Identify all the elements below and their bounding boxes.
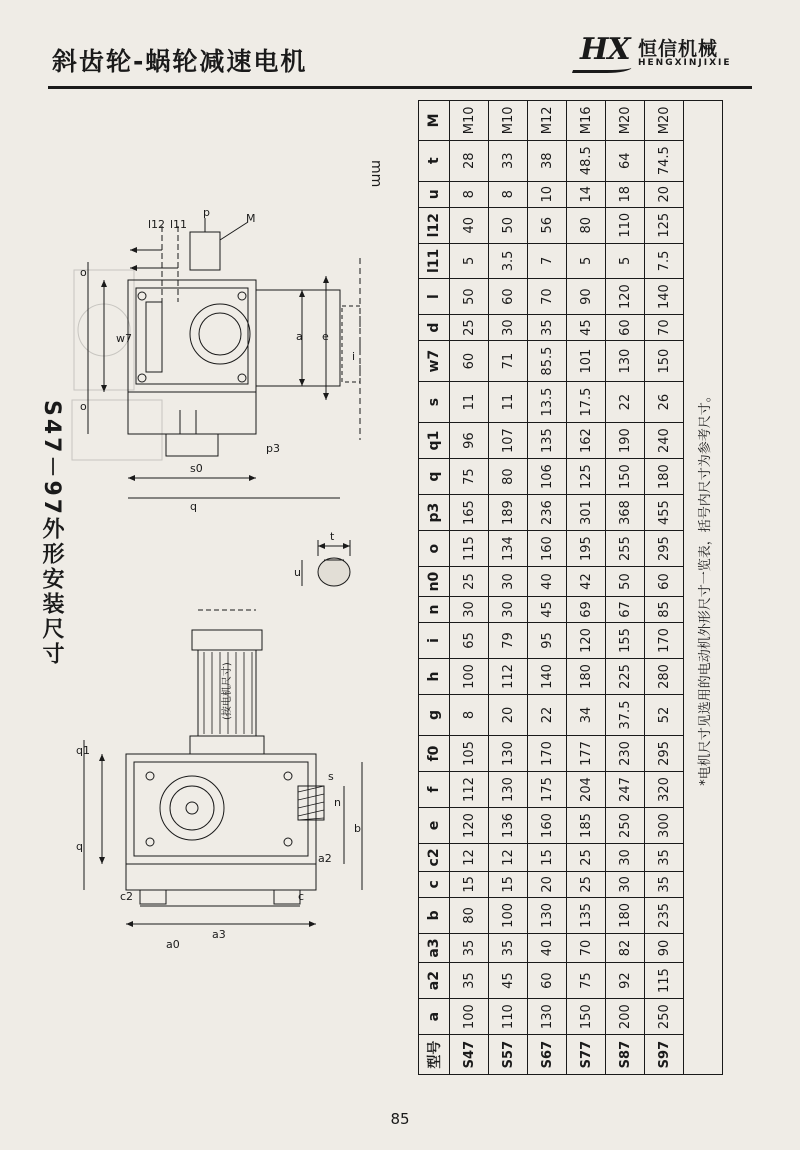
cell: 42 [567, 567, 606, 597]
cell: 64 [606, 140, 645, 181]
cell: 255 [606, 531, 645, 567]
cell: 60 [450, 341, 489, 382]
cell: 160 [528, 808, 567, 844]
cell: 320 [645, 772, 684, 808]
cell: 25 [450, 567, 489, 597]
cell: 45 [528, 596, 567, 622]
cell: 130 [528, 999, 567, 1035]
svg-text:c2: c2 [120, 890, 134, 903]
cell: 100 [489, 897, 528, 933]
cell: 295 [645, 531, 684, 567]
svg-text:a: a [296, 330, 303, 343]
cell: 28 [450, 140, 489, 181]
svg-text:s0: s0 [190, 462, 203, 475]
cell: 5 [567, 243, 606, 278]
cell: 60 [489, 279, 528, 315]
cell: 40 [528, 567, 567, 597]
cell: 240 [645, 423, 684, 459]
cell: 30 [489, 567, 528, 597]
cell: 30 [489, 315, 528, 341]
cell: M20 [645, 101, 684, 141]
cell: 71 [489, 341, 528, 382]
th-18: q1 [419, 423, 450, 459]
cell: 50 [606, 567, 645, 597]
header-divider [48, 86, 752, 89]
cell: 25 [450, 315, 489, 341]
cell: 18 [606, 181, 645, 207]
cell: 368 [606, 495, 645, 531]
cell: 115 [450, 531, 489, 567]
cell-model: S57 [489, 1035, 528, 1075]
cell: 3.5 [489, 243, 528, 278]
svg-text:l12: l12 [148, 218, 166, 231]
cell: 230 [606, 736, 645, 772]
cell: 90 [645, 933, 684, 962]
svg-text:u: u [294, 566, 301, 579]
cell: 50 [450, 279, 489, 315]
cell: 12 [450, 844, 489, 872]
cell: 5 [606, 243, 645, 278]
th-10: g [419, 695, 450, 736]
table-row [528, 101, 567, 1075]
cell: 136 [489, 808, 528, 844]
cell: 11 [450, 382, 489, 423]
cell: 45 [567, 315, 606, 341]
cell: 110 [489, 999, 528, 1035]
th-26: t [419, 140, 450, 181]
th-6: c2 [419, 844, 450, 872]
th-11: h [419, 659, 450, 695]
cell: 20 [528, 871, 567, 897]
cell: 280 [645, 659, 684, 695]
svg-text:p: p [203, 210, 210, 219]
cell: 56 [528, 207, 567, 243]
th-16: p3 [419, 495, 450, 531]
cell: 7 [528, 243, 567, 278]
th-15: o [419, 531, 450, 567]
cell: 115 [645, 963, 684, 999]
table-row [567, 101, 606, 1075]
th-0: 型号 [419, 1035, 450, 1075]
assembly-drawing-top [70, 210, 400, 520]
logo-swoosh-icon [572, 60, 634, 73]
cell: 135 [567, 897, 606, 933]
cell: 7.5 [645, 243, 684, 278]
cell-model: S87 [606, 1035, 645, 1075]
svg-text:b: b [354, 822, 361, 835]
page-title: 斜齿轮-蜗轮减速电机 [52, 47, 308, 76]
table-row [450, 101, 489, 1075]
cell: 26 [645, 382, 684, 423]
cell: 52 [645, 695, 684, 736]
cell: 17.5 [567, 382, 606, 423]
cell: 35 [450, 933, 489, 962]
table-header-row [419, 101, 450, 1075]
cell-model: S77 [567, 1035, 606, 1075]
cell: 225 [606, 659, 645, 695]
th-7: e [419, 808, 450, 844]
cell: 195 [567, 531, 606, 567]
cell: 455 [645, 495, 684, 531]
svg-text:p3: p3 [266, 442, 280, 455]
cell: 105 [450, 736, 489, 772]
cell: 30 [606, 844, 645, 872]
cell: M20 [606, 101, 645, 141]
cell: 112 [450, 772, 489, 808]
cell: 34 [567, 695, 606, 736]
logo-initials: HX [580, 32, 630, 67]
th-13: n [419, 596, 450, 622]
cell: 14 [567, 181, 606, 207]
cell: 301 [567, 495, 606, 531]
th-8: f [419, 772, 450, 808]
cell: 101 [567, 341, 606, 382]
cell: 150 [606, 459, 645, 495]
cell: 189 [489, 495, 528, 531]
cell: 15 [450, 871, 489, 897]
cell: 22 [606, 382, 645, 423]
spec-table-container [418, 100, 723, 1075]
cell: 120 [606, 279, 645, 315]
cell-model: S67 [528, 1035, 567, 1075]
cell: 69 [567, 596, 606, 622]
cell: 112 [489, 659, 528, 695]
cell: 90 [567, 279, 606, 315]
cell: 236 [528, 495, 567, 531]
cell: M16 [567, 101, 606, 141]
cell: 65 [450, 622, 489, 658]
th-9: f0 [419, 736, 450, 772]
cell: 100 [450, 999, 489, 1035]
cell: 85.5 [528, 341, 567, 382]
cell: 95 [528, 622, 567, 658]
logo-company-pinyin: HENGXINJIXIE [638, 58, 732, 68]
cell: 5 [450, 243, 489, 278]
th-2: a2 [419, 963, 450, 999]
th-23: l11 [419, 243, 450, 278]
th-19: s [419, 382, 450, 423]
th-17: q [419, 459, 450, 495]
cell: M10 [489, 101, 528, 141]
cell: 85 [645, 596, 684, 622]
cell: 300 [645, 808, 684, 844]
cell: 177 [567, 736, 606, 772]
svg-text:o: o [80, 400, 87, 413]
cell: 100 [450, 659, 489, 695]
svg-text:o: o [80, 266, 87, 279]
cell: 30 [606, 871, 645, 897]
cell: 15 [489, 871, 528, 897]
svg-text:c: c [298, 890, 305, 903]
cell: 75 [567, 963, 606, 999]
cell: 35 [645, 844, 684, 872]
cell: 13.5 [528, 382, 567, 423]
cell: 74.5 [645, 140, 684, 181]
cell: 135 [528, 423, 567, 459]
svg-text:a0: a0 [166, 938, 180, 951]
cell: 48.5 [567, 140, 606, 181]
cell: 150 [645, 341, 684, 382]
cell: 130 [528, 897, 567, 933]
cell: 130 [606, 341, 645, 382]
table-note-row [684, 101, 723, 1075]
cell: 40 [528, 933, 567, 962]
svg-text:a3: a3 [212, 928, 226, 941]
cell: 75 [450, 459, 489, 495]
cell: M10 [450, 101, 489, 141]
cell: 25 [567, 844, 606, 872]
cell: 10 [528, 181, 567, 207]
section-title-vertical: S47－97外形安装尺寸 [39, 400, 64, 668]
cell: 130 [489, 772, 528, 808]
cell: 180 [567, 659, 606, 695]
cell: 120 [567, 622, 606, 658]
svg-text:t: t [330, 530, 335, 543]
th-21: d [419, 315, 450, 341]
th-20: w7 [419, 341, 450, 382]
cell: 80 [567, 207, 606, 243]
cell: 110 [606, 207, 645, 243]
th-27: M [419, 101, 450, 141]
cell: 140 [645, 279, 684, 315]
cell: 8 [450, 695, 489, 736]
cell: 40 [450, 207, 489, 243]
page-header [48, 30, 752, 92]
cell: 140 [528, 659, 567, 695]
cell: M12 [528, 101, 567, 141]
cell: 107 [489, 423, 528, 459]
cell: 35 [450, 963, 489, 999]
svg-text:q: q [190, 500, 197, 513]
cell: 30 [489, 596, 528, 622]
cell: 106 [528, 459, 567, 495]
cell: 12 [489, 844, 528, 872]
th-12: i [419, 622, 450, 658]
svg-text:e: e [322, 330, 329, 343]
svg-text:i: i [352, 350, 356, 363]
cell: 11 [489, 382, 528, 423]
cell: 160 [528, 531, 567, 567]
table-row [489, 101, 528, 1075]
cell: 60 [606, 315, 645, 341]
cell: 170 [645, 622, 684, 658]
cell: 162 [567, 423, 606, 459]
dimension-table [418, 100, 723, 1075]
drawing-note-motor: (按电机尺寸) [222, 662, 233, 720]
cell: 8 [489, 181, 528, 207]
cell: 175 [528, 772, 567, 808]
cell: 250 [645, 999, 684, 1035]
table-row [606, 101, 645, 1075]
cell: 70 [645, 315, 684, 341]
svg-text:a2: a2 [318, 852, 332, 865]
cell: 25 [567, 871, 606, 897]
cell: 15 [528, 844, 567, 872]
cell: 60 [528, 963, 567, 999]
cell: 125 [645, 207, 684, 243]
cell: 155 [606, 622, 645, 658]
shaft-key-detail-drawing [290, 530, 380, 600]
th-1: a [419, 999, 450, 1035]
svg-text:q1: q1 [76, 744, 90, 757]
cell: 22 [528, 695, 567, 736]
table-note: *电机尺寸见选用的电动机外形尺寸一览表，括号内尺寸为参考尺寸。 [684, 101, 723, 1075]
cell: 235 [645, 897, 684, 933]
cell: 60 [645, 567, 684, 597]
cell: 67 [606, 596, 645, 622]
page-number: 85 [390, 1110, 410, 1128]
cell-model: S47 [450, 1035, 489, 1075]
cell: 35 [645, 871, 684, 897]
svg-text:w7: w7 [116, 332, 132, 345]
svg-text:n: n [334, 796, 341, 809]
cell: 20 [489, 695, 528, 736]
logo-company-name: 恒信机械 [638, 38, 719, 60]
cell: 45 [489, 963, 528, 999]
cell: 170 [528, 736, 567, 772]
cell: 190 [606, 423, 645, 459]
svg-text:s: s [328, 770, 334, 783]
cell: 130 [489, 736, 528, 772]
cell: 165 [450, 495, 489, 531]
cell: 185 [567, 808, 606, 844]
cell: 33 [489, 140, 528, 181]
table-row [645, 101, 684, 1075]
th-3: a3 [419, 933, 450, 962]
th-4: b [419, 897, 450, 933]
cell: 30 [450, 596, 489, 622]
cell: 35 [528, 315, 567, 341]
th-5: c [419, 871, 450, 897]
cell: 37.5 [606, 695, 645, 736]
cell: 80 [489, 459, 528, 495]
cell: 200 [606, 999, 645, 1035]
th-14: n0 [419, 567, 450, 597]
cell: 8 [450, 181, 489, 207]
cell: 70 [528, 279, 567, 315]
cell: 120 [450, 808, 489, 844]
svg-text:q: q [76, 840, 83, 853]
cell: 250 [606, 808, 645, 844]
cell: 80 [450, 897, 489, 933]
company-logo [572, 30, 752, 82]
cell: 150 [567, 999, 606, 1035]
svg-text:l11: l11 [170, 218, 188, 231]
cell: 20 [645, 181, 684, 207]
cell: 50 [489, 207, 528, 243]
unit-label: mm [368, 160, 384, 188]
cell: 180 [606, 897, 645, 933]
cell-model: S97 [645, 1035, 684, 1075]
assembly-drawing-bottom [62, 600, 402, 960]
cell: 92 [606, 963, 645, 999]
th-25: u [419, 181, 450, 207]
cell: 295 [645, 736, 684, 772]
cell: 82 [606, 933, 645, 962]
cell: 70 [567, 933, 606, 962]
cell: 79 [489, 622, 528, 658]
cell: 125 [567, 459, 606, 495]
cell: 134 [489, 531, 528, 567]
cell: 38 [528, 140, 567, 181]
cell: 247 [606, 772, 645, 808]
svg-text:M: M [246, 212, 256, 225]
cell: 96 [450, 423, 489, 459]
cell: 204 [567, 772, 606, 808]
th-22: l [419, 279, 450, 315]
th-24: l12 [419, 207, 450, 243]
cell: 180 [645, 459, 684, 495]
cell: 35 [489, 933, 528, 962]
